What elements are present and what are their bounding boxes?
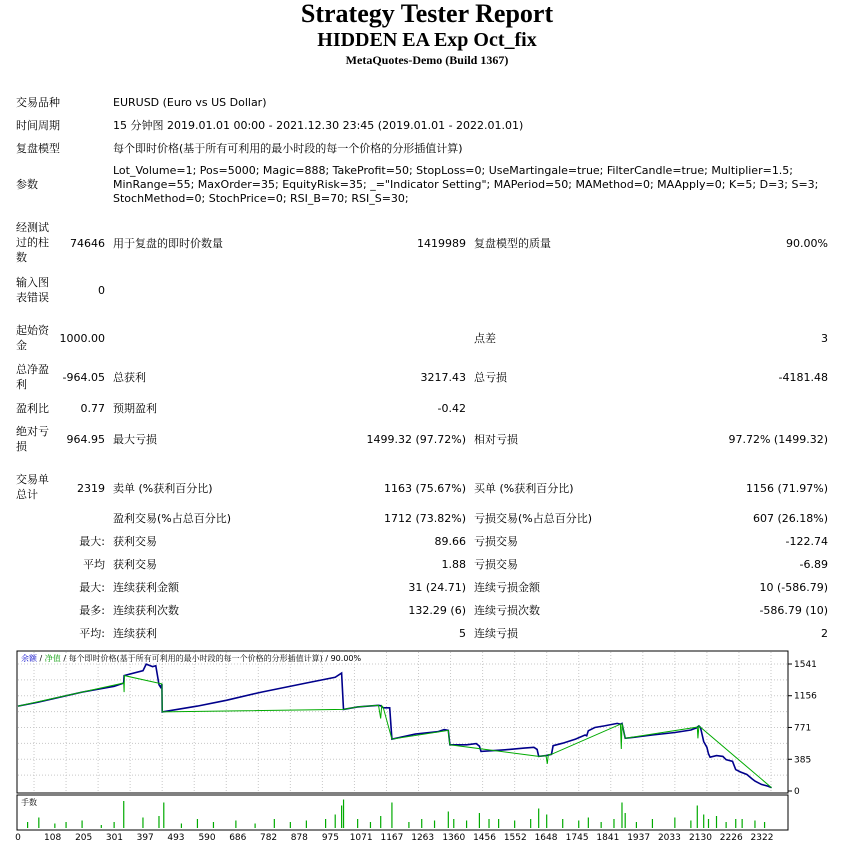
x-tick-label: 1263 <box>411 833 435 843</box>
errors-label: 输入图表错误 <box>16 276 49 304</box>
x-tick-label: 1648 <box>534 833 558 843</box>
loss-trades-label: 亏损交易(%占总百分比) <box>474 512 593 525</box>
short-positions-label: 卖单 (%获利百分比) <box>113 482 213 495</box>
expected-payoff-label: 预期盈利 <box>113 402 157 415</box>
long-positions-label: 买单 (%获利百分比) <box>474 482 574 495</box>
model-label: 复盘模型 <box>16 142 60 155</box>
symbol-value: EURUSD (Euro vs US Dollar) <box>113 96 267 109</box>
avg-consecutive-losses-value: 2 <box>821 627 828 640</box>
largest-prefix: 最大: <box>79 535 105 548</box>
x-tick-label: 1841 <box>596 833 620 843</box>
x-tick-label: 205 <box>75 833 93 843</box>
max-drawdown-label: 最大亏损 <box>113 433 157 446</box>
max-drawdown-value: 1499.32 (97.72%) <box>366 433 466 446</box>
legend-equity: 净值 <box>44 654 61 663</box>
spread-value: 3 <box>821 332 828 345</box>
average-profit-label: 获利交易 <box>113 558 157 571</box>
y-tick-label: 1541 <box>794 660 817 670</box>
most-prefix: 最多: <box>79 604 105 617</box>
x-tick-label: 975 <box>321 833 339 843</box>
average-prefix: 平均 <box>83 558 105 571</box>
y-tick-label: 1156 <box>794 691 817 702</box>
x-axis-ticks <box>15 833 773 843</box>
chart-legend: 余额 / 净值 / 每个即时价格(基于所有可利用的最小时段的每一个价格的分形插值计算) / 90.00% <box>21 654 362 663</box>
profit-factor-value: 0.77 <box>80 402 105 415</box>
expert-name: HIDDEN EA Exp Oct_fix <box>317 29 537 51</box>
x-tick-label: 2130 <box>689 833 712 843</box>
server-build: MetaQuotes-Demo (Build 1367) <box>345 53 509 67</box>
loss-trades-value: 607 (26.18%) <box>752 512 828 525</box>
largest-profit-value: 89.66 <box>434 535 466 548</box>
x-tick-label: 2033 <box>657 833 681 843</box>
y-tick-label: 771 <box>794 723 812 734</box>
deposit-label: 起始资金 <box>16 324 49 352</box>
balance-chart <box>0 648 854 848</box>
max-consecutive-losses-money-value: 10 (-586.79) <box>759 581 828 594</box>
volume-label: 手数 <box>21 798 37 807</box>
y-axis-ticks <box>788 660 817 797</box>
period-value: 15 分钟图 2019.01.01 00:00 - 2021.12.30 23:45 (2019.01.01 - 2022.01.01) <box>113 119 524 132</box>
ticks-label: 用于复盘的即时价数量 <box>113 237 223 250</box>
main-plot-frame <box>17 651 788 793</box>
equity-line <box>18 676 772 788</box>
largest-profit-label: 获利交易 <box>113 535 157 548</box>
max-consecutive-loss-value: -586.79 (10) <box>759 604 828 617</box>
relative-drawdown-label: 相对亏损 <box>474 433 518 446</box>
spread-label: 点差 <box>474 332 496 345</box>
x-tick-label: 301 <box>105 833 124 843</box>
avg-consecutive-wins-value: 5 <box>459 627 466 640</box>
average-loss-value: -6.89 <box>799 558 828 571</box>
params-label: 参数 <box>16 178 38 191</box>
volume-plot-frame <box>17 795 788 830</box>
average-profit-value: 1.88 <box>441 558 466 571</box>
max-consecutive-profit-label: 连续获利次数 <box>113 604 179 617</box>
x-tick-label: 108 <box>44 833 62 843</box>
x-tick-label: 1167 <box>380 833 404 843</box>
largest-loss-label: 亏损交易 <box>474 535 518 548</box>
y-tick-label: 385 <box>794 755 812 766</box>
x-tick-label: 397 <box>136 833 154 843</box>
net-profit-value: -964.05 <box>62 371 105 384</box>
x-tick-label: 1360 <box>442 833 466 843</box>
model-value: 每个即时价格(基于所有可利用的最小时段的每一个价格的分形插值计算) <box>113 142 463 155</box>
relative-drawdown-value: 97.72% (1499.32) <box>728 433 828 446</box>
absolute-drawdown-label: 绝对亏损 <box>16 425 49 453</box>
profit-factor-label: 盈利比 <box>16 402 49 415</box>
x-tick-label: 1745 <box>565 833 589 843</box>
params-line-2: MinRange=55; MaxOrder=35; EquityRisk=35; _="Indicator Setting"; MAPeriod=50; MAMethod=0; MAApply=0; K=5; D=3; S=3; <box>113 178 819 191</box>
total-trades-label: 交易单总计 <box>16 473 49 501</box>
x-tick-label: 590 <box>198 833 216 843</box>
x-tick-label: 0 <box>15 833 21 843</box>
net-profit-label: 总净盈利 <box>16 363 49 391</box>
ticks-value: 1419989 <box>417 237 466 250</box>
max-consecutive-losses-money-label: 连续亏损金额 <box>474 581 540 594</box>
average-loss-label: 亏损交易 <box>474 558 518 571</box>
gross-loss-label: 总亏损 <box>474 371 507 384</box>
bars-label: 经测试过的柱数 <box>16 221 49 264</box>
x-tick-label: 878 <box>290 833 308 843</box>
report-title: Strategy Tester Report <box>300 0 554 28</box>
profit-trades-value: 1712 (73.82%) <box>383 512 466 525</box>
errors-value: 0 <box>98 284 105 297</box>
legend-balance: 余额 <box>21 654 37 663</box>
period-label: 时间周期 <box>16 119 60 132</box>
quality-label: 复盘模型的质量 <box>474 237 551 250</box>
legend-model: 每个即时价格(基于所有可利用的最小时段的每一个价格的分形插值计算) <box>68 654 323 663</box>
short-positions-value: 1163 (75.67%) <box>383 482 466 495</box>
quality-value: 90.00% <box>786 237 828 250</box>
max-prefix: 最大: <box>79 581 105 594</box>
symbol-label: 交易品种 <box>16 96 60 109</box>
x-tick-label: 2226 <box>719 833 743 843</box>
params-line-1: Lot_Volume=1; Pos=5000; Magic=888; TakeProfit=50; StopLoss=0; UseMartingale=true; FilterCandle=true; Multiplier=1.5; <box>113 164 794 177</box>
gross-profit-value: 3217.43 <box>420 371 466 384</box>
max-consecutive-loss-label: 连续亏损次数 <box>474 604 540 617</box>
balance-line <box>18 664 772 788</box>
volume-bars <box>28 800 765 829</box>
max-consecutive-wins-money-value: 31 (24.71) <box>408 581 466 594</box>
avg-prefix: 平均: <box>79 627 105 640</box>
x-tick-label: 686 <box>229 833 247 843</box>
avg-consecutive-losses-label: 连续亏损 <box>474 627 518 640</box>
max-consecutive-profit-value: 132.29 (6) <box>408 604 466 617</box>
x-tick-label: 493 <box>167 833 185 843</box>
y-tick-label: 0 <box>794 787 800 797</box>
bars-value: 74646 <box>70 237 105 250</box>
params-line-3: StochMethod=0; StochPrice=0; RSI_B=70; RSI_S=30; <box>113 192 409 205</box>
deposit-value: 1000.00 <box>59 332 105 345</box>
largest-loss-value: -122.74 <box>785 535 828 548</box>
gross-profit-label: 总获利 <box>113 371 146 384</box>
x-tick-label: 1071 <box>349 833 373 843</box>
absolute-drawdown-value: 964.95 <box>66 433 105 446</box>
x-tick-label: 782 <box>259 833 278 843</box>
x-tick-label: 1456 <box>473 833 496 843</box>
x-tick-label: 1937 <box>627 833 651 843</box>
avg-consecutive-wins-label: 连续获利 <box>113 627 157 640</box>
expected-payoff-value: -0.42 <box>437 402 466 415</box>
max-consecutive-wins-money-label: 连续获利金额 <box>113 581 179 594</box>
profit-trades-label: 盈利交易(%占总百分比) <box>113 512 232 525</box>
total-trades-value: 2319 <box>77 482 105 495</box>
x-tick-label: 2322 <box>750 833 774 843</box>
legend-quality: 90.00% <box>330 654 362 663</box>
gross-loss-value: -4181.48 <box>778 371 828 384</box>
x-tick-label: 1552 <box>503 833 527 843</box>
long-positions-value: 1156 (71.97%) <box>745 482 828 495</box>
